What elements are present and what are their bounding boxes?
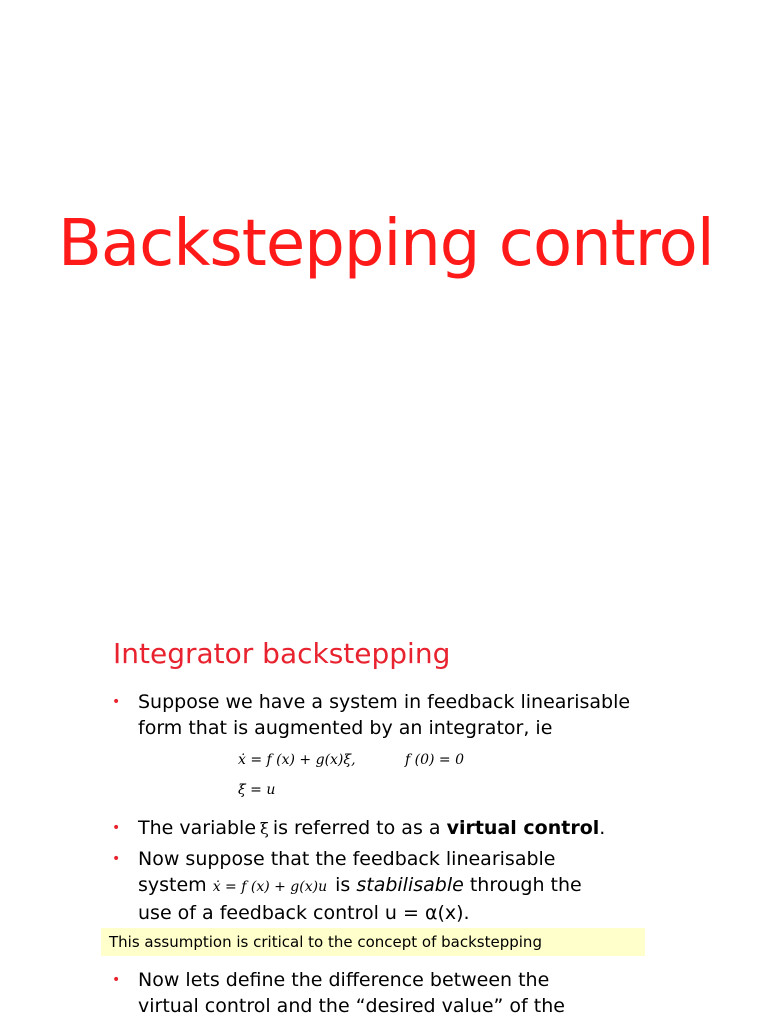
bullet-text: is referred to as a <box>272 817 441 839</box>
bullet-item <box>112 846 582 926</box>
bullet-dot-icon: • <box>112 851 121 867</box>
bullet-text: The variable <box>138 817 257 839</box>
virtual-control-term: virtual control <box>446 817 600 839</box>
bullet-text: . <box>599 817 606 839</box>
bullet-text: system <box>138 874 207 896</box>
bullet-line <box>112 872 582 900</box>
slide-title: Backstepping control <box>58 207 714 281</box>
section-heading: Integrator backstepping <box>113 637 451 670</box>
bullet-dot-icon: • <box>112 972 121 988</box>
bullet-item <box>112 967 565 1019</box>
bullet-text: use of a feedback control u = α(x). <box>138 902 470 924</box>
bullet-dot-icon: • <box>112 820 121 836</box>
bullet-text: Suppose we have a system in feedback linearisable <box>138 691 631 713</box>
bullet-text: Now lets define the difference between the <box>138 969 550 991</box>
bullet-text: is <box>335 874 351 896</box>
equation-system: ẋ = f (x) + g(x)ξ, <box>238 752 356 768</box>
inline-equation: ẋ = f (x) + g(x)u <box>212 879 328 895</box>
bullet-text: virtual control and the “desired value” of the <box>138 995 565 1017</box>
bullet-item <box>112 815 605 842</box>
equation-integrator: ξ̇ = u <box>238 782 276 798</box>
stabilisable-term: stabilisable <box>356 874 464 896</box>
bullet-text: Now suppose that the feedback linearisable <box>138 848 556 870</box>
bullet-dot-icon: • <box>112 694 121 710</box>
bullet-text: form that is augmented by an integrator, ie <box>138 717 553 739</box>
xi-symbol: ξ <box>260 819 269 838</box>
bullet-text: through the <box>469 874 582 896</box>
bullet-item <box>112 689 630 741</box>
highlight-note: This assumption is critical to the concept of backstepping <box>101 928 645 956</box>
equation-condition: f (0) = 0 <box>405 752 465 768</box>
